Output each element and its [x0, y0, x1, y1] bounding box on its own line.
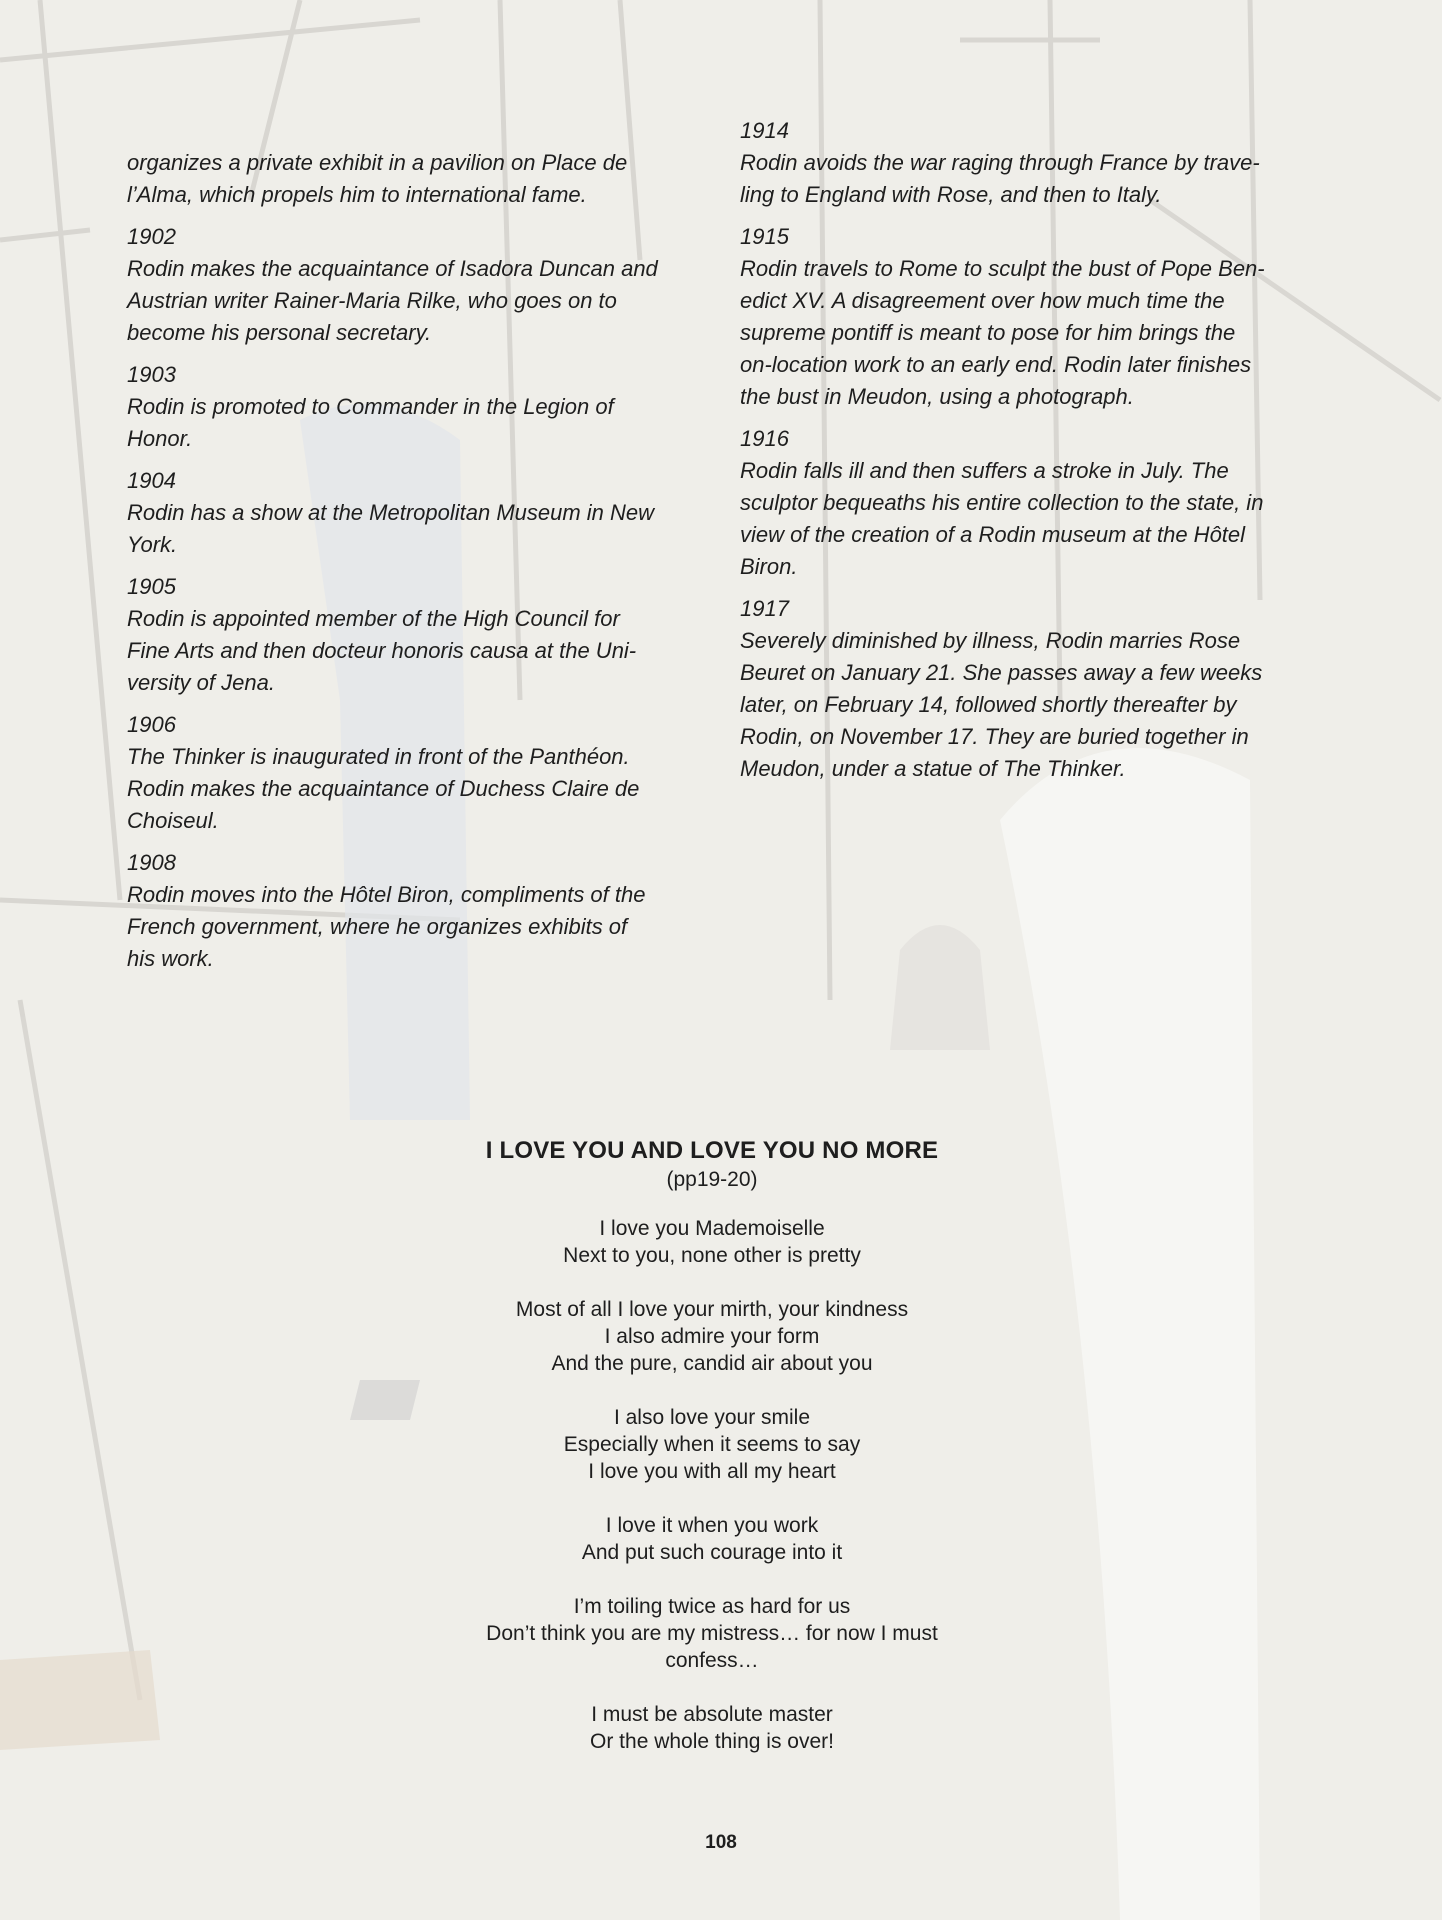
timeline-text-line: organizes a private exhibit in a pavilion on Place de	[127, 150, 628, 175]
timeline-text-line: supreme pontiff is meant to pose for him brings the	[740, 320, 1236, 345]
poem-stanza	[412, 1593, 1012, 1674]
poem-line: And the pure, candid air about you	[551, 1352, 873, 1375]
poem-line: I also admire your form	[604, 1325, 820, 1348]
timeline-text-line: Rodin is appointed member of the High Council for	[127, 606, 620, 631]
timeline-text-line: Biron.	[740, 554, 798, 579]
poem-title: I LOVE YOU AND LOVE YOU NO MORE	[485, 1137, 939, 1164]
timeline-year: 1914	[740, 118, 789, 143]
poem-stanza	[412, 1215, 1012, 1269]
timeline-year: 1908	[127, 850, 176, 875]
timeline-text-line: Severely diminished by illness, Rodin marries Rose	[740, 628, 1241, 653]
timeline-text-line: Rodin travels to Rome to sculpt the bust of Pope Ben-	[740, 256, 1265, 281]
timeline-text-line: Meudon, under a statue of The Thinker.	[740, 756, 1126, 781]
timeline-text-line: Rodin is promoted to Commander in the Legion of	[127, 394, 614, 419]
timeline-year: 1904	[127, 468, 176, 493]
poem-line: I love you Mademoiselle	[599, 1217, 825, 1240]
timeline-text-line: sculptor bequeaths his entire collection to the state, in	[740, 490, 1264, 515]
timeline-text-line: become his personal secretary.	[127, 320, 432, 345]
timeline-right-column	[740, 115, 1320, 795]
timeline-text-line: Choiseul.	[127, 808, 219, 833]
poem-stanza	[412, 1404, 1012, 1485]
timeline-entry	[740, 423, 1320, 583]
timeline-text-line: edict XV. A disagreement over how much time the	[740, 288, 1225, 313]
timeline-entry	[127, 465, 707, 561]
timeline-entry	[740, 115, 1320, 211]
timeline-year: 1916	[740, 426, 789, 451]
timeline-text-line: Fine Arts and then docteur honoris causa at the Uni-	[127, 638, 637, 663]
timeline-text-line: Rodin moves into the Hôtel Biron, compliments of the	[127, 882, 646, 907]
poem-stanza	[412, 1512, 1012, 1566]
poem-line: I must be absolute master	[591, 1703, 833, 1726]
timeline-entry	[127, 571, 707, 699]
poem	[412, 1136, 1012, 1782]
timeline-entry	[127, 359, 707, 455]
poem-stanza	[412, 1701, 1012, 1755]
poem-line: Especially when it seems to say	[563, 1433, 861, 1456]
timeline-text-line: Rodin makes the acquaintance of Isadora Duncan and	[127, 256, 658, 281]
timeline-text-line: ling to England with Rose, and then to Italy.	[740, 182, 1162, 207]
timeline-year: 1905	[127, 574, 176, 599]
timeline-text-line: Rodin makes the acquaintance of Duchess Claire de	[127, 776, 640, 801]
timeline-text-line: later, on February 14, followed shortly thereafter by	[740, 692, 1237, 717]
poem-line: I love you with all my heart	[588, 1460, 836, 1483]
timeline-entry	[740, 593, 1320, 785]
poem-line: Don’t think you are my mistress… for now I must	[486, 1622, 938, 1645]
timeline-text-line: the bust in Meudon, using a photograph.	[740, 384, 1134, 409]
poem-stanza	[412, 1296, 1012, 1377]
timeline-year: 1917	[740, 596, 789, 621]
timeline-text-line: Honor.	[127, 426, 193, 451]
timeline-text-line: French government, where he organizes exhibits of	[127, 914, 628, 939]
timeline-entry	[127, 221, 707, 349]
poem-line: And put such courage into it	[581, 1541, 843, 1564]
timeline-entry	[127, 847, 707, 975]
poem-line: Or the whole thing is over!	[590, 1730, 834, 1753]
timeline-text-line: The Thinker is inaugurated in front of the Panthéon.	[127, 744, 630, 769]
poem-subtitle: (pp19-20)	[666, 1168, 758, 1191]
timeline-entry	[127, 147, 707, 211]
timeline-text-line: Austrian writer Rainer-Maria Rilke, who goes on to	[127, 288, 617, 313]
timeline-text-line: versity of Jena.	[127, 670, 275, 695]
timeline-left-column	[127, 147, 707, 985]
timeline-text-line: l’Alma, which propels him to international fame.	[127, 182, 587, 207]
timeline-text-line: his work.	[127, 946, 214, 971]
poem-line: I also love your smile	[613, 1406, 811, 1429]
timeline-text-line: view of the creation of a Rodin museum at the Hôtel	[740, 522, 1246, 547]
poem-line: I’m toiling twice as hard for us	[573, 1595, 851, 1618]
poem-line: Next to you, none other is pretty	[563, 1244, 861, 1267]
poem-line: confess…	[665, 1649, 759, 1672]
timeline-year: 1915	[740, 224, 789, 249]
timeline-text-line: Rodin, on November 17. They are buried together in	[740, 724, 1249, 749]
page-number: 108	[705, 1832, 737, 1853]
timeline-year: 1902	[127, 224, 176, 249]
timeline-text-line: Rodin falls ill and then suffers a stroke in July. The	[740, 458, 1229, 483]
timeline-text-line: Rodin avoids the war raging through France by trave-	[740, 150, 1260, 175]
timeline-entry	[740, 221, 1320, 413]
timeline-year: 1906	[127, 712, 176, 737]
timeline-entry	[127, 709, 707, 837]
poem-line: I love it when you work	[605, 1514, 819, 1537]
timeline-year: 1903	[127, 362, 176, 387]
timeline-text-line: York.	[127, 532, 178, 557]
timeline-text-line: Rodin has a show at the Metropolitan Museum in New	[127, 500, 655, 525]
timeline-text-line: Beuret on January 21. She passes away a few weeks	[740, 660, 1263, 685]
timeline-text-line: on-location work to an early end. Rodin later finishes	[740, 352, 1252, 377]
poem-line: Most of all I love your mirth, your kindness	[515, 1298, 909, 1321]
